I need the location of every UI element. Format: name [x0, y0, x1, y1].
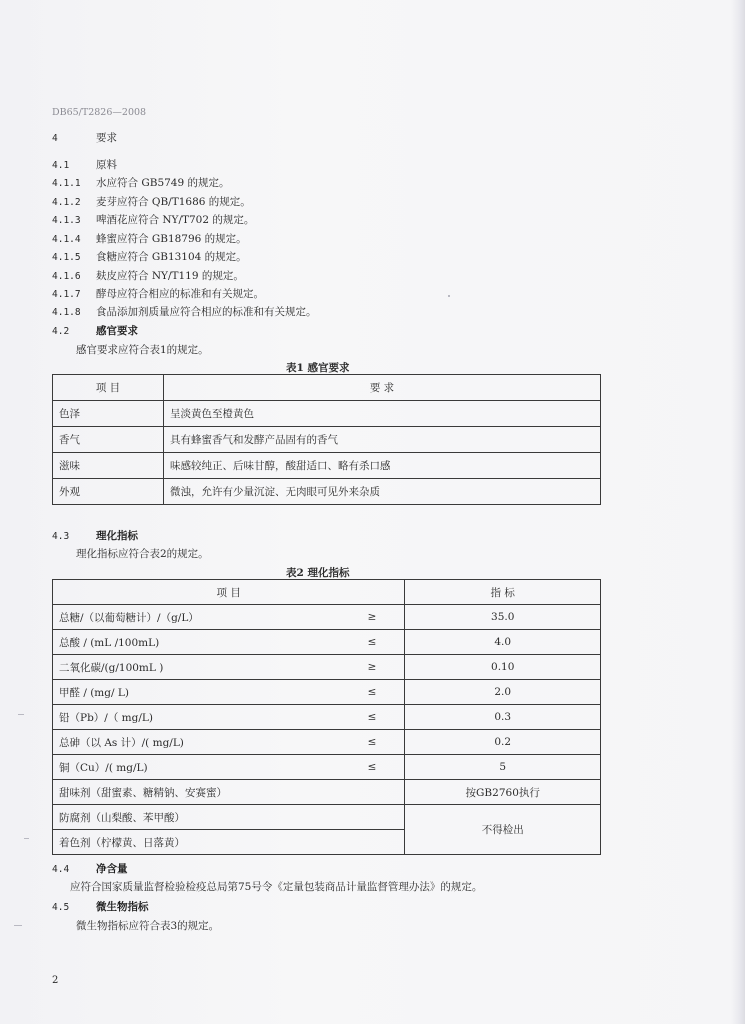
table-2-physicochemical — [52, 579, 601, 855]
clause-number: 4.1.5 — [52, 252, 81, 263]
clause-text: 食糖应符合 GB13104 的规定。 — [96, 251, 247, 263]
table-cell: 微浊，允许有少量沉淀、无肉眼可见外来杂质 — [164, 479, 601, 505]
clause-4-1-7 — [52, 287, 264, 302]
clause-text: 麸皮应符合 NY/T119 的规定。 — [96, 270, 244, 282]
table-row — [53, 655, 601, 680]
table-2-caption: 表2 理化指标 — [286, 567, 350, 579]
section-4-2-intro: 感官要求应符合表1的规定。 — [76, 344, 209, 356]
page-number: 2 — [52, 975, 59, 986]
table-cell-value: 4.0 — [405, 630, 601, 655]
section-number: 4.2 — [52, 326, 70, 337]
scan-speck — [24, 838, 29, 839]
clause-number: 4.1.1 — [52, 178, 81, 189]
section-title: 微生物指标 — [96, 901, 149, 913]
scan-speck — [18, 714, 24, 715]
table-cell: 着色剂（柠檬黄、日落黄） — [53, 830, 405, 855]
clause-4-1-4 — [52, 232, 247, 247]
table-cell-value: 0.10 — [405, 655, 601, 680]
table-header-row — [53, 580, 601, 605]
table-cell: 色泽 — [53, 401, 164, 427]
section-title: 原料 — [96, 159, 117, 171]
clause-4-1-3 — [52, 213, 254, 228]
table-cell-value: 5 — [405, 755, 601, 780]
table-row — [53, 630, 601, 655]
table-1-caption: 表1 感官要求 — [286, 362, 350, 374]
clause-text: 啤酒花应符合 NY/T702 的规定。 — [96, 214, 255, 226]
comparison-symbol: ≤ — [265, 730, 405, 755]
section-number: 4 — [52, 133, 58, 144]
table-cell: 甲醛 / (mg/ L) — [53, 680, 266, 705]
table-cell: 外观 — [53, 479, 164, 505]
clause-4-1-1 — [52, 176, 230, 191]
section-4-4-heading — [52, 862, 128, 877]
comparison-symbol: ≤ — [265, 680, 405, 705]
section-number: 4.4 — [52, 864, 70, 875]
header-item: 项 目 — [53, 375, 164, 401]
section-4-heading — [52, 131, 117, 146]
table-cell: 总砷（以 As 计）/( mg/L) — [53, 730, 266, 755]
table-row — [53, 805, 601, 830]
clause-text: 酵母应符合相应的标准和有关规定。 — [96, 288, 264, 300]
table-cell: 总酸 / (mL /100mL) — [53, 630, 266, 655]
table-cell: 铅（Pb）/（ mg/L) — [53, 705, 266, 730]
table-row — [53, 755, 601, 780]
clause-text: 食品添加剂质量应符合相应的标准和有关规定。 — [96, 306, 317, 318]
table-cell: 香气 — [53, 427, 164, 453]
table-row — [53, 427, 601, 453]
table-cell: 滋味 — [53, 453, 164, 479]
table-row — [53, 453, 601, 479]
clause-number: 4.1.7 — [52, 289, 81, 300]
comparison-symbol: ≥ — [265, 655, 405, 680]
section-4-2-heading — [52, 324, 138, 339]
table-cell: 呈淡黄色至橙黄色 — [164, 401, 601, 427]
section-4-3-heading — [52, 529, 138, 544]
section-number: 4.5 — [52, 902, 70, 913]
table-row — [53, 401, 601, 427]
table-row — [53, 479, 601, 505]
table-cell: 总糖/（以葡萄糖计）/（g/L） — [53, 605, 266, 630]
table-1-sensory — [52, 374, 601, 505]
table-cell: 防腐剂（山梨酸、苯甲酸） — [53, 805, 405, 830]
comparison-symbol: ≥ — [265, 605, 405, 630]
section-4-1-heading — [52, 158, 117, 173]
header-index: 指 标 — [405, 580, 601, 605]
section-number: 4.1 — [52, 160, 70, 171]
section-title: 理化指标 — [96, 530, 138, 542]
comparison-symbol: ≤ — [265, 630, 405, 655]
section-number: 4.3 — [52, 531, 70, 542]
header-code: DB65/T2826—2008 — [52, 107, 147, 118]
clause-number: 4.1.8 — [52, 307, 81, 318]
clause-4-1-6 — [52, 269, 244, 284]
clause-text: 水应符合 GB5749 的规定。 — [96, 177, 230, 189]
comparison-symbol: ≤ — [265, 705, 405, 730]
clause-4-1-5 — [52, 250, 247, 265]
clause-text: 蜂蜜应符合 GB18796 的规定。 — [96, 233, 247, 245]
table-cell: 二氧化碳/(g/100mL ) — [53, 655, 266, 680]
section-4-4-text: 应符合国家质量监督检验检疫总局第75号令《定量包装商品计量监督管理办法》的规定。 — [70, 881, 483, 893]
scan-speck — [448, 295, 450, 297]
table-cell: 具有蜂蜜香气和发酵产品固有的香气 — [164, 427, 601, 453]
table-row — [53, 730, 601, 755]
header-requirement: 要 求 — [164, 375, 601, 401]
table-cell-value: 2.0 — [405, 680, 601, 705]
clause-number: 4.1.6 — [52, 271, 81, 282]
table-row — [53, 680, 601, 705]
table-cell-value: 不得检出 — [405, 805, 601, 855]
section-title: 净含量 — [96, 863, 128, 875]
table-cell-value: 35.0 — [405, 605, 601, 630]
section-title: 要求 — [96, 132, 117, 144]
section-4-3-intro: 理化指标应符合表2的规定。 — [76, 548, 209, 560]
page-edge-shadow — [731, 0, 745, 1024]
table-cell: 味感较纯正、后味甘醇，酸甜适口、略有杀口感 — [164, 453, 601, 479]
clause-text: 麦芽应符合 QB/T1686 的规定。 — [96, 196, 251, 208]
clause-4-1-8 — [52, 305, 317, 320]
clause-number: 4.1.3 — [52, 215, 81, 226]
header-item: 项 目 — [53, 580, 405, 605]
section-4-5-heading — [52, 900, 149, 915]
table-row — [53, 705, 601, 730]
table-cell: 铜（Cu）/( mg/L) — [53, 755, 266, 780]
clause-4-1-2 — [52, 195, 251, 210]
table-cell-value: 0.2 — [405, 730, 601, 755]
comparison-symbol: ≤ — [265, 755, 405, 780]
table-cell-value: 按GB2760执行 — [405, 780, 601, 805]
table-cell-value: 0.3 — [405, 705, 601, 730]
table-header-row — [53, 375, 601, 401]
table-row — [53, 780, 601, 805]
clause-number: 4.1.2 — [52, 197, 81, 208]
clause-number: 4.1.4 — [52, 234, 81, 245]
section-title: 感官要求 — [96, 325, 138, 337]
section-4-5-intro: 微生物指标应符合表3的规定。 — [76, 920, 220, 932]
table-cell: 甜味剂（甜蜜素、糖精钠、安赛蜜） — [53, 780, 405, 805]
scan-speck — [14, 925, 22, 926]
table-row — [53, 605, 601, 630]
